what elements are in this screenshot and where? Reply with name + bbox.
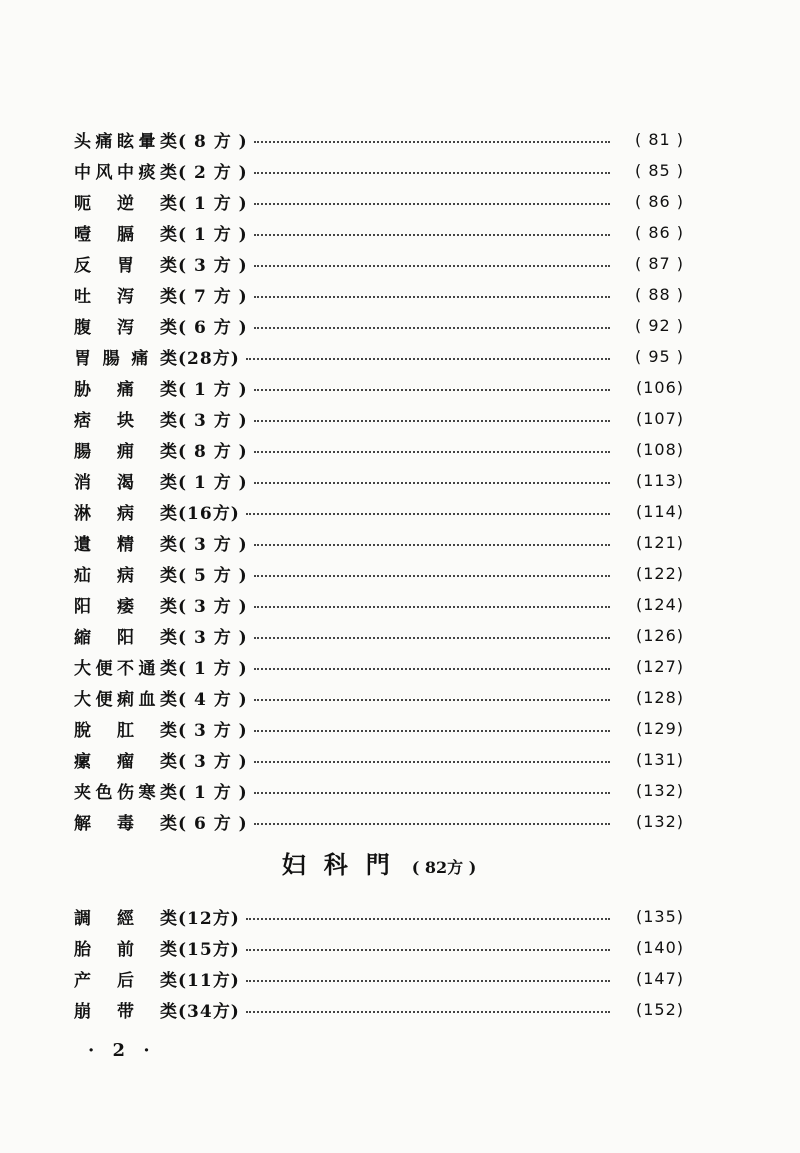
entry-name: 遺 精 类 — [74, 535, 178, 555]
entry-count: (34方) — [178, 1002, 240, 1022]
entry-page: (126) — [635, 626, 684, 645]
entry-count: ( 3 方 ) — [178, 721, 248, 741]
dot-leader — [246, 513, 610, 515]
dot-leader — [254, 823, 610, 825]
entry-page: (122) — [635, 564, 684, 583]
toc-entry — [74, 620, 684, 651]
entry-count: ( 7 方 ) — [178, 287, 248, 307]
entry-count: ( 3 方 ) — [178, 256, 248, 276]
entry-page: (129) — [635, 719, 684, 738]
entry-page: (106) — [635, 378, 684, 397]
entry-name: 疝 病 类 — [74, 566, 178, 586]
entry-name: 噎 膈 类 — [74, 225, 178, 245]
entry-page: (131) — [635, 750, 684, 769]
entry-name: 反 胃 类 — [74, 256, 178, 276]
entry-count: (11方) — [178, 971, 240, 991]
entry-page: (152) — [635, 1000, 684, 1019]
entry-count: ( 2 方 ) — [178, 163, 248, 183]
entry-name: 大 便 不 通 类 — [74, 659, 178, 679]
dot-leader — [254, 420, 610, 422]
entry-name: 腹 泻 类 — [74, 318, 178, 338]
toc-entry — [74, 901, 684, 932]
entry-page: (135) — [635, 907, 684, 926]
toc-entry — [74, 558, 684, 589]
dot-leader — [246, 918, 610, 920]
entry-page: ( 85 ) — [634, 161, 684, 180]
entry-count: ( 3 方 ) — [178, 628, 248, 648]
toc-entry — [74, 434, 684, 465]
entry-count: (28方) — [178, 349, 240, 369]
entry-page: ( 92 ) — [634, 316, 684, 335]
entry-count: ( 3 方 ) — [178, 535, 248, 555]
toc-entry — [74, 527, 684, 558]
entry-name: 胎 前 类 — [74, 940, 178, 960]
entry-name: 脫 肛 类 — [74, 721, 178, 741]
toc-entry — [74, 248, 684, 279]
entry-name: 淋 病 类 — [74, 504, 178, 524]
dot-leader — [254, 544, 610, 546]
dot-leader — [254, 730, 610, 732]
dot-leader — [254, 606, 610, 608]
entry-name: 中 风 中 痰 类 — [74, 163, 178, 183]
toc-entry — [74, 310, 684, 341]
toc-entry — [74, 713, 684, 744]
toc-entry — [74, 465, 684, 496]
dot-leader — [246, 1011, 610, 1013]
toc-entry — [74, 932, 684, 963]
entry-count: ( 3 方 ) — [178, 752, 248, 772]
toc-entry — [74, 682, 684, 713]
entry-page: (140) — [635, 938, 684, 957]
dot-leader — [254, 575, 610, 577]
dot-leader — [254, 141, 610, 143]
entry-name: 大 便 痢 血 类 — [74, 690, 178, 710]
entry-count: (15方) — [178, 940, 240, 960]
entry-count: ( 6 方 ) — [178, 814, 248, 834]
toc-entry — [74, 372, 684, 403]
entry-name: 头 痛 眩 暈 类 — [74, 132, 178, 152]
section-entry-list — [74, 901, 684, 1025]
entry-list — [74, 124, 684, 837]
dot-leader — [246, 358, 610, 360]
toc-entry — [74, 186, 684, 217]
entry-name: 吐 泻 类 — [74, 287, 178, 307]
page-number: · 2 · — [88, 1040, 156, 1061]
entry-page: (121) — [635, 533, 684, 552]
entry-page: (114) — [635, 502, 684, 521]
entry-page: (132) — [635, 781, 684, 800]
entry-page: ( 86 ) — [634, 223, 684, 242]
entry-page: (147) — [635, 969, 684, 988]
entry-count: ( 5 方 ) — [178, 566, 248, 586]
dot-leader — [254, 699, 610, 701]
entry-count: ( 1 方 ) — [178, 783, 248, 803]
dot-leader — [254, 327, 610, 329]
entry-name: 崩 带 类 — [74, 1002, 178, 1022]
entry-name: 消 渴 类 — [74, 473, 178, 493]
section-count: ( 82方 ) — [411, 858, 477, 877]
dot-leader — [254, 482, 610, 484]
entry-name: 产 后 类 — [74, 971, 178, 991]
dot-leader — [254, 792, 610, 794]
table-of-contents — [74, 124, 684, 1025]
entry-count: (12方) — [178, 909, 240, 929]
toc-entry — [74, 806, 684, 837]
section-title: 妇科門 — [281, 850, 408, 879]
entry-name: 胁 痛 类 — [74, 380, 178, 400]
entry-page: ( 86 ) — [634, 192, 684, 211]
toc-entry — [74, 496, 684, 527]
entry-page: (128) — [635, 688, 684, 707]
entry-name: 胃 腸 痛 类 — [74, 349, 178, 369]
dot-leader — [254, 172, 610, 174]
entry-page: (127) — [635, 657, 684, 676]
entry-count: ( 1 方 ) — [178, 473, 248, 493]
dot-leader — [254, 761, 610, 763]
entry-name: 調 經 类 — [74, 909, 178, 929]
toc-entry — [74, 155, 684, 186]
dot-leader — [246, 980, 610, 982]
section-heading — [74, 837, 684, 897]
entry-page: ( 87 ) — [634, 254, 684, 273]
entry-count: ( 6 方 ) — [178, 318, 248, 338]
toc-entry — [74, 279, 684, 310]
toc-entry — [74, 744, 684, 775]
dot-leader — [254, 234, 610, 236]
entry-count: ( 8 方 ) — [178, 132, 248, 152]
entry-name: 呃 逆 类 — [74, 194, 178, 214]
entry-count: ( 1 方 ) — [178, 194, 248, 214]
entry-name: 縮 阳 类 — [74, 628, 178, 648]
dot-leader — [254, 265, 610, 267]
entry-name: 解 毒 类 — [74, 814, 178, 834]
entry-name: 夹 色 伤 寒 类 — [74, 783, 178, 803]
entry-page: ( 81 ) — [634, 130, 684, 149]
entry-name: 阳 痿 类 — [74, 597, 178, 617]
entry-page: (113) — [635, 471, 684, 490]
dot-leader — [254, 203, 610, 205]
dot-leader — [254, 451, 610, 453]
entry-name: 腸 痈 类 — [74, 442, 178, 462]
toc-entry — [74, 994, 684, 1025]
entry-count: ( 8 方 ) — [178, 442, 248, 462]
entry-page: (132) — [635, 812, 684, 831]
entry-page: (107) — [635, 409, 684, 428]
entry-name: 痞 块 类 — [74, 411, 178, 431]
dot-leader — [254, 296, 610, 298]
entry-page: (108) — [635, 440, 684, 459]
toc-entry — [74, 341, 684, 372]
toc-entry — [74, 403, 684, 434]
toc-entry — [74, 124, 684, 155]
entry-name: 瘰 瘤 类 — [74, 752, 178, 772]
entry-page: (124) — [635, 595, 684, 614]
entry-count: ( 4 方 ) — [178, 690, 248, 710]
entry-page: ( 88 ) — [634, 285, 684, 304]
toc-entry — [74, 589, 684, 620]
dot-leader — [246, 949, 610, 951]
entry-count: ( 1 方 ) — [178, 380, 248, 400]
entry-count: ( 3 方 ) — [178, 597, 248, 617]
toc-entry — [74, 963, 684, 994]
dot-leader — [254, 637, 610, 639]
toc-entry — [74, 217, 684, 248]
entry-count: ( 3 方 ) — [178, 411, 248, 431]
toc-entry — [74, 651, 684, 682]
dot-leader — [254, 668, 610, 670]
entry-page: ( 95 ) — [634, 347, 684, 366]
dot-leader — [254, 389, 610, 391]
entry-count: (16方) — [178, 504, 240, 524]
toc-entry — [74, 775, 684, 806]
entry-count: ( 1 方 ) — [178, 225, 248, 245]
entry-count: ( 1 方 ) — [178, 659, 248, 679]
